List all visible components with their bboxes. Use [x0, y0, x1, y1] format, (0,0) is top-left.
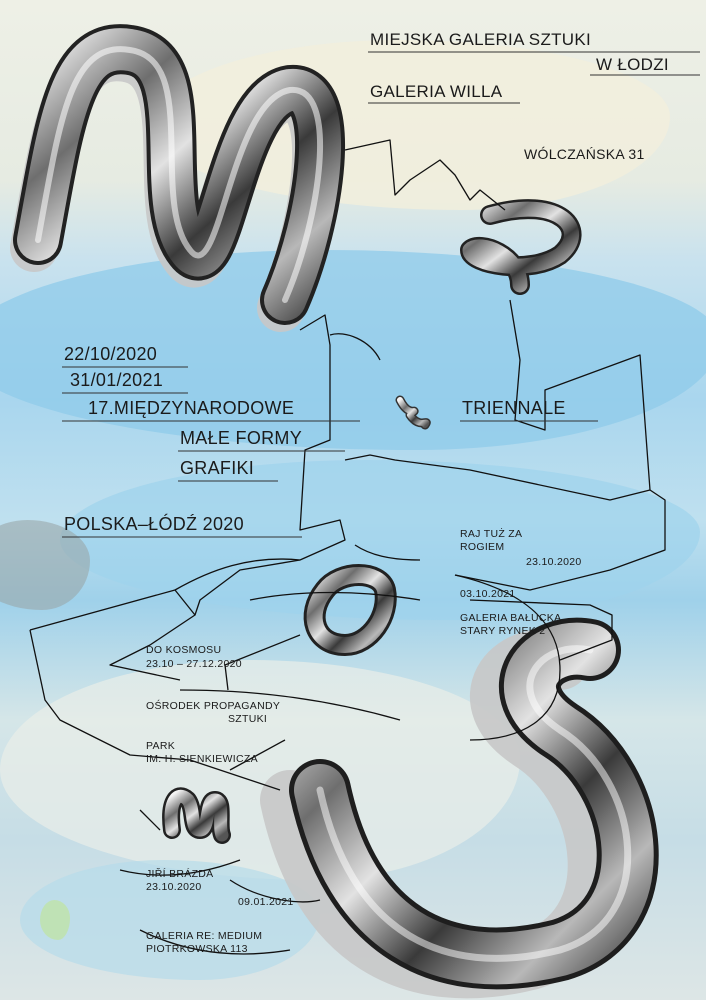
event-raj-title-1: RAJ TUŻ ZA	[460, 528, 523, 540]
event-brazda-venue-2: PIOTRKOWSKA 113	[146, 943, 248, 955]
title-line2: MAŁE FORMY	[180, 428, 303, 448]
date-end: 31/01/2021	[70, 370, 164, 390]
event-brazda-date-start: 23.10.2020	[146, 881, 202, 893]
chrome-a-shape	[470, 209, 572, 285]
event-brazda-venue-1: GALERIA RE: MEDIUM	[146, 930, 263, 942]
event-park-1: PARK	[146, 740, 176, 752]
chrome-w-shape	[400, 400, 426, 425]
event-park-2: IM. H. SIENKIEWICZA	[146, 753, 258, 765]
title-triennale: TRIENNALE	[462, 398, 566, 418]
title-line3: GRAFIKI	[180, 458, 255, 478]
event-osrodek-2: SZTUKI	[228, 713, 268, 725]
chrome-small-m-shape	[171, 796, 222, 835]
event-osrodek-1: OŚRODEK PROPAGANDY	[146, 700, 281, 712]
chrome-m-shape	[38, 49, 320, 300]
gallery-name-line3: GALERIA WILLA	[370, 82, 503, 101]
location-title: POLSKA–ŁÓDŹ 2020	[64, 514, 244, 534]
chrome-o-shape	[315, 575, 386, 645]
event-raj-venue-2: STARY RYNEK 2	[460, 625, 546, 637]
gallery-name-line1: MIEJSKA GALERIA SZTUKI	[370, 30, 592, 49]
event-kosmos-title: DO KOSMOSU	[146, 644, 222, 656]
event-raj-date-start: 23.10.2020	[526, 556, 582, 568]
event-brazda-title: JIŘÍ BRÁZDA	[146, 868, 214, 880]
gallery-name-line2: W ŁODZI	[596, 55, 669, 74]
gallery-address: WÓLCZAŃSKA 31	[524, 146, 645, 162]
event-raj-date-end: 03.10.2021	[460, 588, 516, 600]
event-raj-venue-1: GALERIA BAŁUCKA	[460, 612, 562, 624]
event-raj-title-2: ROGIEM	[460, 541, 505, 553]
title-line1: 17.MIĘDZYNARODOWE	[88, 398, 295, 418]
event-brazda-date-end: 09.01.2021	[238, 896, 294, 908]
event-kosmos-dates: 23.10 – 27.12.2020	[146, 658, 242, 670]
date-start: 22/10/2020	[64, 344, 158, 364]
